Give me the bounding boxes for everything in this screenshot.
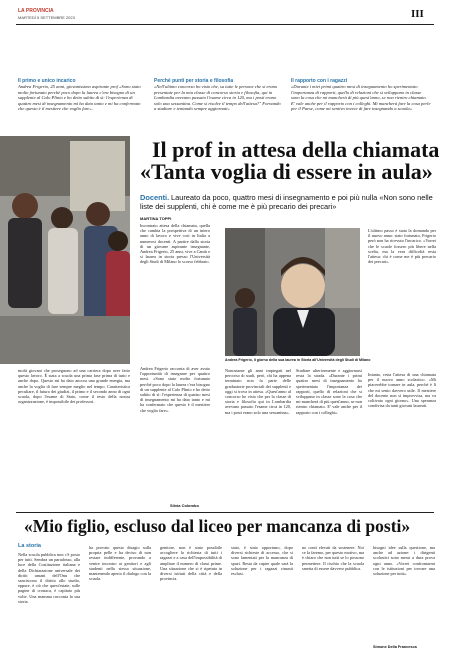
teaser-text: Andrea Frigerio, 25 anni, giovanissimo aspirante prof «Sono stato molto fortunato perché poco dopo la laurea c'era bisogno di un supplente al Calo Plinio e ho detto subito di sì: l'esperienza di quattro mesi di insegnamento mi ha dato tanto e mi ha confermato che questo è il mestiere che voglio fare».	[18, 84, 141, 112]
teaser-heading: Il rapporto con i ragazzi	[291, 78, 348, 84]
main-headline-line2: «Tanta voglia di essere in aula»	[140, 159, 433, 184]
section-label: La storia	[18, 543, 41, 549]
teaser-heading: Perché punti per storia e filosofia	[154, 78, 234, 84]
portrait-photo	[225, 228, 360, 356]
second-column-1: Nella scuola pubblica non c'è posto per tutti. Sembra un paradosso, alla luce della Costituzione italiana e della Dichiarazione universale dei diritti umani dell'Onu che sanciscono il diritto allo studio, eppure, è ciò che quest'estate, sulle pagine di cronaca, è capitato più volte. Una mamma racconta la sua storia.	[18, 552, 80, 604]
header-rule	[16, 24, 434, 25]
second-column-4: stato, è stato opportuno, dopo diversi richieste di accesso, che si sono lamentati per la mancanza di spazi. Resta da capire quale sarà la soluzione per i ragazzi rimasti esclusi.	[231, 545, 293, 577]
second-column-2: ha provato questo disagio sulla propria pelle e ha deciso di non restare indifferente, provando a venire incontro ai genitori e agli studenti nella stessa situazione, mantenendo aperto il dialogo con la scuola.	[89, 545, 151, 582]
second-headline: «Mio figlio, escluso dal liceo per mancanza di posti»	[24, 516, 411, 536]
main-column-3: Nonostante gli anni impiegati nel percorso di studi, però, chi ha appena terminato non fa parte delle graduatorie provinciali dei supplenti e oggi si trova in attesa. «Quest'anno al concorso ho visto che per la classe di storia e filosofia qui in Lombardia avevano passato l'esame circa in 120, ma i posti erano solo una sessantina».	[225, 368, 291, 415]
main-signature: Silvia Colombo	[170, 503, 199, 508]
main-column-2: Andrea Frigerio racconta di aver avuto l'opportunità di insegnare per quattro mesi. «Sono stato molto fortunato perché poco dopo la laurea c'era bisogno di un supplente al Calo Plinio e ho detto subito di sì: l'esperienza di quattro mesi di insegnamento mi ha dato tanto e mi ha confermato che questo è il mestiere che voglio fare».	[140, 366, 210, 413]
second-column-3: genitore, non è stato possibile accogliere la richiesta di tutti i ragazzi e a casa dell'impossibilità di ampliare il numero di classi prime. Una situazione che si è ripetuta in diversi istituti della città e della provincia.	[160, 545, 222, 582]
second-column-6: bisogni idee sulla questione, ma anche ad azione: i dirigenti scolastici sono messi a dura prova ogni anno. «Vorrei confrontarmi con le istituzioni per trovare una soluzione per tutti».	[373, 545, 435, 577]
main-column-1: Incontrato attesa della chiamata, quella che cambia la prospettiva di un intero anno di lavoro e vive così in Italia a numerosi docenti. A partire dalla storia di un giovane aspirante insegnante, Andrea Frigerio, 25 anni, vive a Cantù e si laurea in storia presso l'Università degli Studi di Milano lo scorso febbraio.	[140, 223, 210, 265]
photo-caption: Andrea Frigerio, il giorno della sua laurea in Storia all'Università degli Studi di Milano	[225, 358, 371, 362]
second-column-5: no conti elevati da sostenere. Noi ce la faremo, per questo motivo, ma è chiaro che non tutti se lo possono permettere. Il rischio che la scuola smetta di essere davvero pubblica.	[302, 545, 364, 571]
main-column-5: L'ultimo passo è stata la domanda per il nuovo anno: stato fortunato, Frigerio però non ha ricevuto l'incarico. «Vorrei che le scuole fossero più libere nella scelta, ma la vera difficoltà resta l'attesa: chi è come me è più precario dei precari».	[368, 228, 436, 265]
main-headline-line1: Il prof in attesa della chiamata	[152, 137, 440, 162]
teaser-heading: Il primo e unico incarico	[18, 78, 76, 84]
students-photo	[0, 136, 130, 364]
left-column: molti giovani che proseguono ad una carriera dopo aver fatto questo lavoro. È stata a scuola una prima fase prima di tutto e anche dopo. Questo mi ha dato ancora una grande energia, ma anche la voglia di fare sempre meglio nel tempo. Caratteristica peculiare, il futuro dei giudizi, il primo e il secondo anno di ogni scuola, dopo l'esame di Stato, come il resto della nostra organizzazione, è impossibile dei professori.	[18, 368, 130, 405]
teaser-relationships	[291, 78, 431, 112]
portrait-photo-illustration	[225, 228, 360, 356]
teaser-first-job	[18, 78, 146, 112]
page-number: III	[411, 8, 424, 20]
main-column-4: Studiare ulteriormente e aggiornarsi resta la strada. «Durante i primi quattro mesi di insegnamento ho sperimentato l'importanza dei rapporti, quello di relazioni che si sviluppano in classe sono la cosa che mi mancherà di più quest'anno, se non rientro chiamato. E' vale anche per il rapporto con i colleghi».	[296, 368, 362, 415]
subhead-kicker: Docenti.	[140, 193, 170, 202]
masthead: LA PROVINCIA	[18, 8, 54, 14]
subhead-text: Laureato da poco, quattro mesi di insegnamento e poi più nulla «Non sono nelle liste dei supplenti, chi è come me è più precario dei precari»	[140, 193, 433, 211]
second-signature: Simone Della Francesca	[373, 645, 417, 649]
teaser-points	[154, 78, 282, 112]
students-photo-illustration	[0, 136, 130, 364]
byline: MARTINA TOPPI	[140, 216, 172, 221]
main-subhead	[140, 193, 440, 211]
teaser-text: «Durante i miei primi quattro mesi di insegnamento ho sperimentato l'importanza di rapporti, quello di relazioni che si sviluppano in classe sono la cosa che mi mancherà di più quest'anno, se non rientro chiamato. E' vale anche per il rapporto con i colleghi. Mi mancherà fare la cosa perle per il Paese, come mi sentivo invece di fare insegnando a scuola»	[291, 84, 431, 112]
section-rule	[16, 512, 434, 513]
issue-date: MARTEDÌ 5 SETTEMBRE 2023	[18, 15, 75, 20]
main-column-6: Intanto, resta l'attesa di una chiamata per il nuovo anno scolastico. «Mi piacerebbe tornare in aula, perché è lì che mi sento davvero utile. Il mestiere del docente non si improvvisa, ma va coltivato ogni giorno». Una speranza condivisa da tanti giovani laureati.	[368, 372, 436, 409]
teaser-text: «Nell'ultimo concorso ho visto che, su tutte le persone che si erano presentate per la mia classe di concorso storia e filosofia, qui in Lombardia avevano passato l'esame circa in 120, ma i posti erano solo una sessantina. Come si risolve il tempo dell'attesa?" Fornando a studiare e tentando sempre aggiornati»	[154, 84, 281, 112]
